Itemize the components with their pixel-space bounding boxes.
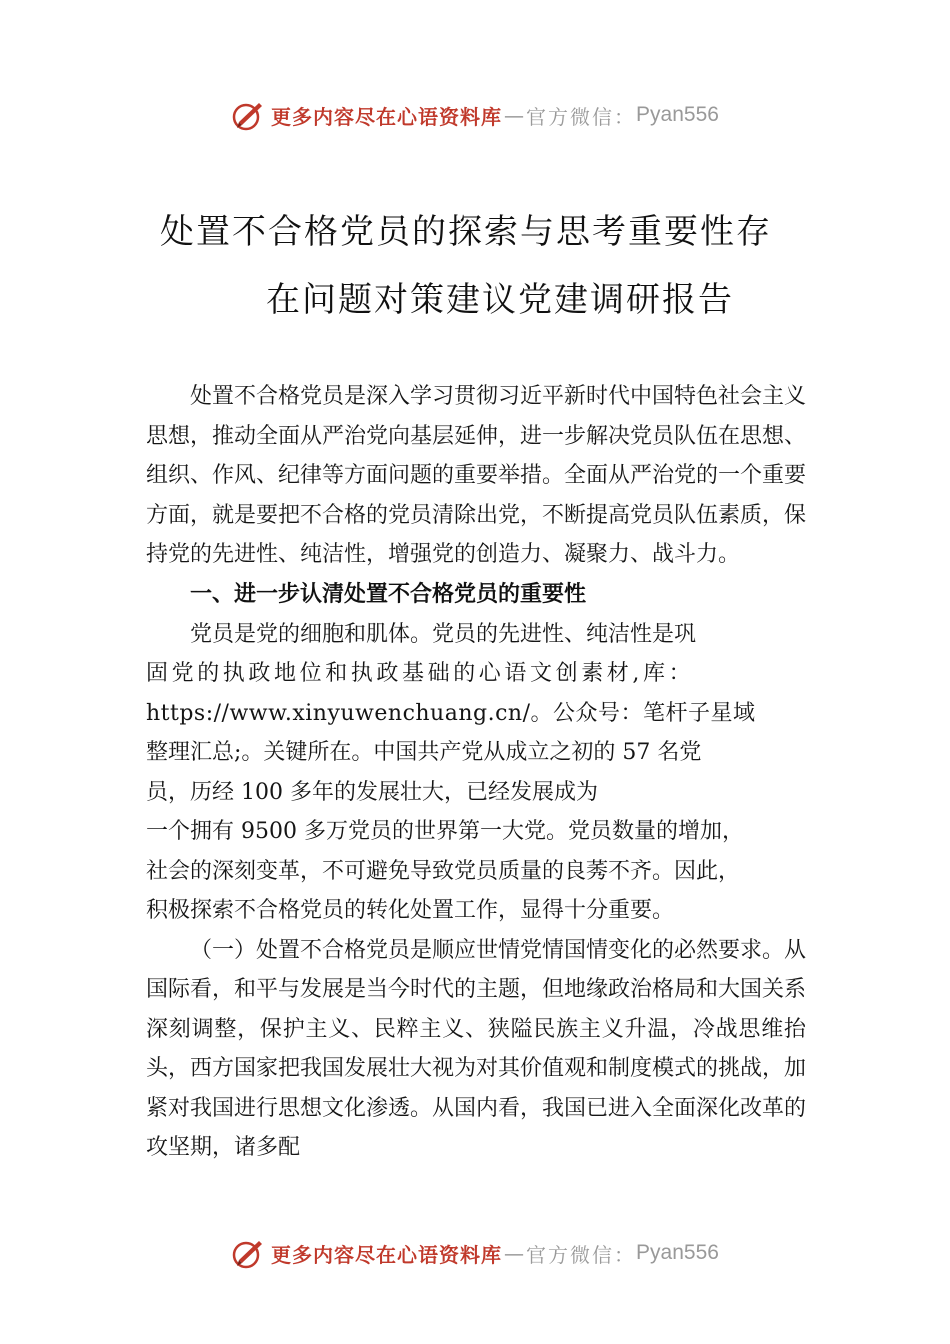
banner-wechat-label: 官方微信： — [526, 1242, 637, 1267]
footer-watermark-banner — [0, 1233, 950, 1273]
header-watermark-banner — [0, 95, 950, 135]
paragraph-line: 一个拥有 9500 多万党员的世界第一大党。党员数量的增加， — [146, 819, 744, 844]
paragraph-line: 员，历经 100 多年的发展壮大，已经发展成为 — [146, 779, 598, 805]
section-heading-1: 一、进一步认清处置不合格党员的重要性 — [190, 581, 587, 607]
paragraph-line: https://www.xinyuwenchuang.cn/。公众号：笔杆子星域 — [146, 700, 756, 726]
document-title-line-2: 在问题对策建议党建调研报告 — [266, 280, 734, 320]
paragraph-line: 整理汇总;。关键所在。中国共产党从成立之初的 57 名党 — [146, 740, 702, 765]
intro-paragraph: 处置不合格党员是深入学习贯彻习近平新时代中国特色社会主义思想，推动全面从严治党向基层延伸，进一步解决党员队伍在思想、组织、作风、纪律等方面问题的重要举措。全面从严治党的一个重要方面，就是要把不合格的党员清除出党，不断提高党员队伍素质，保持党的先进性、纯洁性，增强党的创造力、凝聚力、战斗力。 — [146, 384, 807, 567]
banner-wechat-id: Pyan556 — [636, 1241, 719, 1264]
document-body — [146, 377, 806, 1168]
banner-main-text: 更多内容尽在心语资料库 — [271, 1242, 503, 1267]
paragraph-line: 党员是党的细胞和肌体。党员的先进性、纯洁性是巩 — [190, 621, 697, 647]
pen-circle-logo-icon — [231, 98, 265, 132]
banner-separator: — — [504, 1241, 525, 1265]
banner-main-text: 更多内容尽在心语资料库 — [271, 104, 503, 129]
paragraph-party-members — [146, 615, 806, 931]
document-title-line-1: 处置不合格党员的探索与思考重要性存 — [160, 212, 772, 252]
paragraph-line: 积极探索不合格党员的转化处置工作，显得十分重要。 — [146, 898, 675, 923]
pen-circle-logo-icon — [231, 1236, 265, 1270]
paragraph-line: 固党的执政地位和执政基础的心语文创素材,库： — [146, 661, 695, 686]
banner-wechat-label: 官方微信： — [526, 104, 637, 129]
banner-wechat-id: Pyan556 — [636, 103, 719, 126]
banner-separator: — — [504, 103, 525, 127]
paragraph-section-1-1: （一）处置不合格党员是顺应世情党情国情变化的必然要求。从国际看，和平与发展是当今时代的主题，但地缘政治格局和大国关系深刻调整，保护主义、民粹主义、狭隘民族主义升温，冷战思维抬头，西方国家把我国发展壮大视为对其价值观和制度模式的挑战，加紧对我国进行思想文化渗透。从国内看，我国已进入全面深化改革的攻坚期，诸多配 — [146, 937, 807, 1160]
paragraph-line: 社会的深刻变革，不可避免导致党员质量的良莠不齐。因此， — [146, 858, 741, 884]
